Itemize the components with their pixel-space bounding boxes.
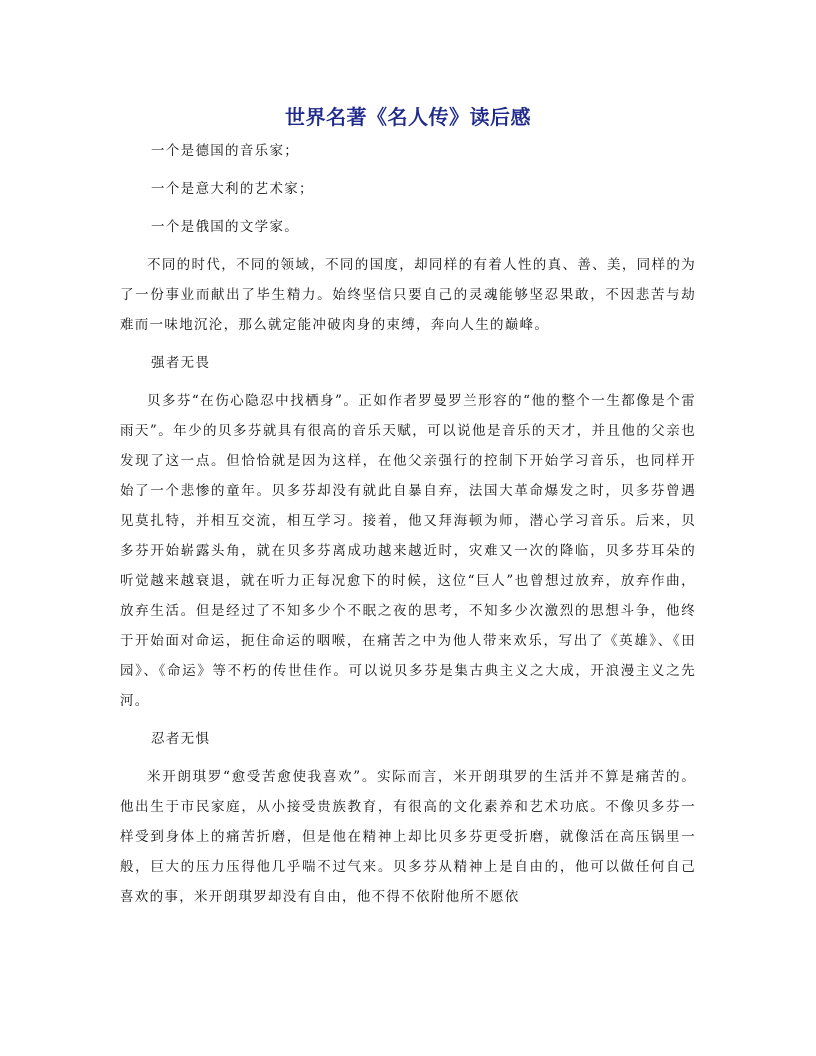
section-heading-strong: 强者无畏 — [151, 355, 211, 371]
intro-line-2: 一个是意大利的艺术家； — [151, 181, 314, 197]
paragraph-beethoven: 贝多芬“在伤心隐忍中找栖身”。正如作者罗曼罗兰形容的“他的整个一生都像是个雷雨天”。年少的贝多芬就具有很高的音乐天赋，可以说他是音乐的天才，并且他的父亲也发现了这一点。但恰恰就是因为这样，在他父亲强行的控制下开始学习音乐，也同样开始了一个悲惨的童年。贝多芬却没有就此自暴自弃，法国大革命爆发之时，贝多芬曾遇见莫扎特，并相互交流，相互学习。接着，他又拜海顿为师，潜心学习音乐。后来，贝多芬开始崭露头角，就在贝多芬离成功越来越近时，灾难又一次的降临，贝多芬耳朵的听觉越来越衰退，就在听力正每况愈下的时候，这位“巨人”也曾想过放弃，放弃作曲，放弃生活。但是经过了不知多少个不眠之夜的思考，不知多少次激烈的思想斗争，他终于开始面对命运，扼住命运的咽喉，在痛苦之中为他人带来欢乐，写出了《英雄》、《田园》、《命运》等不朽的传世佳作。可以说贝多芬是集古典主义之大成，开浪漫主义之先河。 — [120, 393, 696, 709]
paragraph-michelangelo: 米开朗琪罗“愈受苦愈使我喜欢”。实际而言，米开朗琪罗的生活并不算是痛苦的。他出生于市民家庭，从小接受贵族教育，有很高的文化素养和艺术功底。不像贝多芬一样受到身体上的痛苦折磨，但是他在精神上却比贝多芬更受折磨，就像活在高压锅里一般，巨大的压力压得他几乎喘不过气来。贝多芬从精神上是自由的，他可以做任何自己喜欢的事，米开朗琪罗却没有自由，他不得不依附他所不愿依 — [120, 769, 696, 905]
document-body — [120, 136, 696, 912]
section-heading-endure: 忍者无惧 — [151, 731, 211, 747]
paragraph-intro: 不同的时代，不同的领域，不同的国度，却同样的有着人性的真、善、美，同样的为了一份事业而献出了毕生精力。始终坚信只要自己的灵魂能够坚忍果敢，不因悲苦与劫难而一味地沉沦，那么就定能冲破肉身的束缚，奔向人生的巅峰。 — [120, 257, 696, 333]
intro-line-3: 一个是俄国的文学家。 — [151, 219, 300, 235]
page-title: 世界名著《名人传》读后感 — [285, 105, 531, 129]
intro-line-1: 一个是德国的音乐家； — [151, 143, 300, 159]
